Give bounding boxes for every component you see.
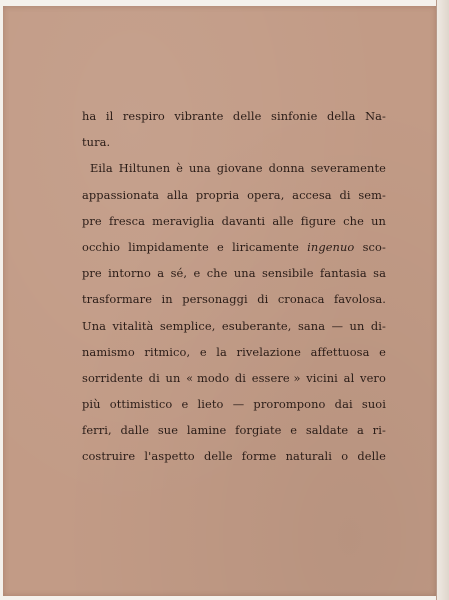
text-word: a: [157, 266, 165, 281]
text-word: figure: [300, 213, 336, 228]
text-word: sensibile: [261, 266, 314, 281]
text-word: Hiltunen: [118, 161, 171, 176]
text-word: dai: [334, 397, 353, 412]
text-word: delle: [204, 449, 233, 464]
text-word: l'aspetto: [144, 449, 195, 464]
text-word: accesa: [292, 187, 332, 202]
text-word: e: [193, 266, 201, 281]
text-word: vitalità: [112, 318, 154, 333]
text-word: la: [216, 344, 227, 359]
text-word: vicini: [306, 370, 338, 385]
text-word: trasformare: [82, 292, 153, 307]
text-word: giovane: [216, 161, 263, 176]
text-line: [82, 234, 386, 260]
text-line: [82, 417, 386, 443]
text-line: [82, 155, 386, 181]
text-word: di: [339, 187, 351, 202]
text-word: in: [161, 292, 173, 307]
text-word: sana: [297, 318, 326, 333]
text-word: essere »: [251, 370, 301, 385]
text-word: donna: [268, 161, 305, 176]
text-word: più: [82, 397, 101, 412]
text-word: affettuosa: [310, 344, 370, 359]
text-word: della: [326, 109, 356, 123]
text-line: [82, 103, 386, 129]
text-word: sa: [373, 266, 386, 281]
text-word: ferri,: [82, 423, 112, 438]
text-word: di: [257, 292, 269, 307]
text-word: dalle: [120, 423, 150, 438]
text-line: [82, 443, 386, 469]
text-word: ritmico,: [144, 344, 191, 359]
text-word: forgiate: [235, 423, 282, 438]
text-word: Una: [82, 318, 107, 333]
text-word: esuberante,: [221, 318, 292, 333]
text-word: sue: [157, 423, 179, 438]
text-word: di-: [370, 318, 386, 333]
text-word: sem-: [358, 187, 386, 202]
text-line: [82, 260, 386, 286]
body-text: [82, 103, 386, 470]
text-word: di: [148, 370, 160, 385]
text-word: e: [290, 423, 298, 438]
text-word: liricamente: [232, 239, 299, 254]
text-word: delle: [232, 109, 262, 123]
text-word: che: [343, 213, 364, 228]
text-word: rivelazione: [236, 344, 301, 359]
text-word: respiro: [122, 109, 165, 123]
text-word: « modo: [186, 370, 230, 385]
text-word: pre: [82, 266, 102, 281]
text-word: Eila: [90, 161, 113, 176]
text-word: delle: [357, 449, 386, 464]
text-word: o: [341, 449, 349, 464]
text-line: [82, 208, 386, 234]
text-word: e: [217, 239, 224, 254]
text-word: sé,: [170, 266, 188, 281]
text-word: vibrante: [174, 109, 224, 123]
text-word: —: [232, 397, 245, 412]
text-word: una: [189, 161, 211, 176]
text-line: [82, 339, 386, 365]
text-word: naturali: [285, 449, 332, 464]
text-word: vero: [360, 370, 386, 385]
text-line: [82, 391, 386, 417]
text-word: e: [379, 344, 386, 359]
text-word: forme: [241, 449, 277, 464]
text-word: e: [181, 397, 189, 412]
text-word: che: [206, 266, 228, 281]
text-word: al: [343, 370, 355, 385]
text-word: fresca: [108, 213, 145, 228]
text-word: sinfonie: [271, 109, 318, 123]
text-word: —: [331, 318, 344, 333]
text-word: costruire: [82, 449, 136, 464]
text-line: [82, 313, 386, 339]
text-word: suoi: [361, 397, 386, 412]
text-word: ottimistico: [109, 397, 173, 412]
text-word: un: [165, 370, 181, 385]
text-word: appassionata: [82, 187, 160, 202]
text-word: di: [234, 370, 247, 385]
text-word: è: [176, 161, 183, 176]
text-word: ha: [82, 109, 97, 123]
text-word: tura.: [82, 135, 111, 150]
text-word: limpidamente: [128, 239, 209, 254]
text-word: sorridente: [82, 370, 143, 385]
text-word: lieto: [197, 397, 224, 412]
text-word: personaggi: [182, 292, 248, 307]
text-word: propria: [195, 187, 240, 202]
text-word: Na-: [365, 109, 386, 123]
text-word: fantasia: [319, 266, 367, 281]
text-word: pre: [82, 213, 102, 228]
text-word: saldate: [305, 423, 349, 438]
text-line: [82, 286, 386, 312]
text-word: namismo: [82, 344, 135, 359]
text-word: un: [349, 318, 365, 333]
text-word: a: [357, 423, 364, 438]
text-line: [82, 129, 386, 155]
text-word: meraviglia: [152, 213, 215, 228]
text-word: alla: [166, 187, 189, 202]
text-word: cronaca: [277, 292, 325, 307]
text-word: sco-: [362, 239, 386, 254]
text-word: lamine: [186, 423, 227, 438]
text-word: un: [371, 213, 386, 228]
page-edge: [436, 0, 449, 600]
text-word: davanti: [221, 213, 266, 228]
text-word: severamente: [310, 161, 386, 176]
text-word: il: [105, 109, 114, 123]
text-word: ingenuo: [307, 239, 355, 254]
text-word: intorno: [108, 266, 151, 281]
text-word: alle: [272, 213, 294, 228]
text-word: occhio: [82, 239, 121, 254]
text-word: opera,: [247, 187, 285, 202]
text-word: semplice,: [159, 318, 216, 333]
text-word: ri-: [372, 423, 386, 438]
text-line: [82, 182, 386, 208]
text-word: e: [199, 344, 207, 359]
text-word: prorompono: [253, 397, 326, 412]
text-word: favolosa.: [333, 292, 386, 307]
text-line: [82, 365, 386, 391]
text-word: una: [233, 266, 256, 281]
